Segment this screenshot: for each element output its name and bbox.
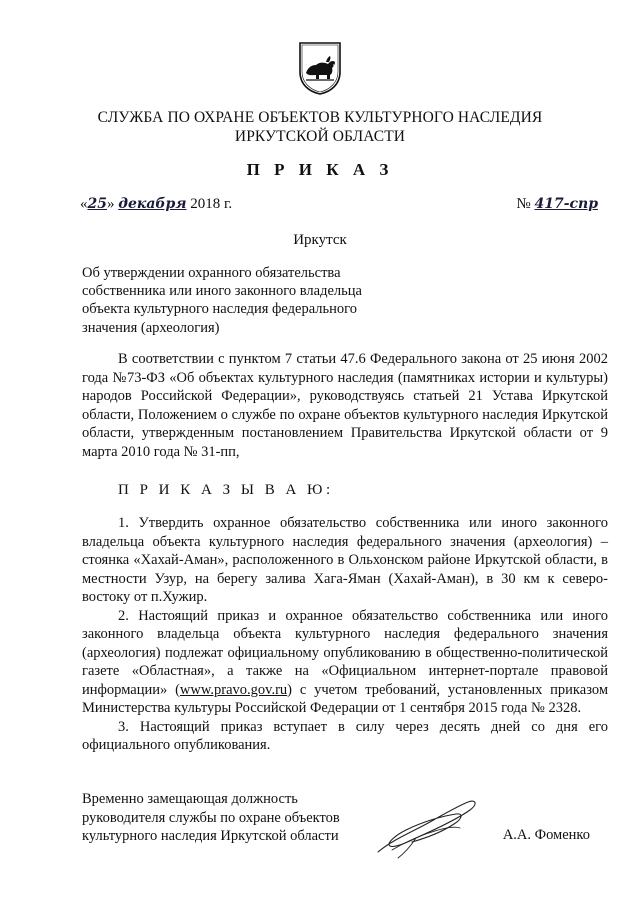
order-items	[82, 514, 608, 755]
position-line: культурного наследия Иркутской области	[82, 828, 339, 844]
document-date	[80, 196, 232, 213]
date-year: 2018 г.	[190, 196, 233, 212]
agency-name	[0, 108, 640, 146]
subject-line: Об утверждении охранного обязательства	[82, 265, 341, 281]
agency-name-line1: СЛУЖБА ПО ОХРАНЕ ОБЪЕКТОВ КУЛЬТУРНОГО НАСЛЕДИЯ	[97, 109, 543, 126]
signer-name: А.А. Фоменко	[502, 827, 590, 843]
date-month: декабря	[118, 196, 187, 212]
subject-line: значения (археология)	[82, 319, 220, 336]
position-line: Временно замещающая должность	[82, 791, 298, 807]
order-item-2-text-b: ) с учетом требований, установленных приказом Министерства культуры Российской Федерации от 1 сентября 2015 года № 2328.	[82, 681, 608, 716]
order-item-2	[82, 607, 608, 718]
city: Иркутск	[293, 232, 347, 248]
position-line: руководителя службы по охране объектов	[82, 809, 340, 826]
order-item-3: 3. Настоящий приказ вступает в силу через десять дней со дня его официального опубликования.	[82, 718, 608, 753]
pravo-link[interactable]: www.pravo.gov.ru	[179, 681, 288, 698]
order-item-2-text-a: 2. Настоящий приказ и охранное обязательство собственника или иного законного владельца объекта культурного наследия федерального значения (археология) подлежат официальному опубликованию в общественно-политической газете «Областная», а также на «Официальном интернет-портале правовой информации» (	[82, 607, 608, 698]
number-value: 417-спр	[534, 196, 598, 212]
date-day: 25	[87, 196, 107, 212]
order-item-1: 1. Утвердить охранное обязательство собственника или иного законного владельца объекта культурного наследия федерального значения (археология) – стоянка «Хахай-Аман», расположенного в Ольхонском районе Иркутской области, в местности Узур, на берегу залива Хага-Яман (Хахай-Аман), в 30 км к северо-востоку от п.Хужир.	[82, 515, 608, 605]
date-open-quote: «	[80, 196, 88, 212]
coat-of-arms-icon	[297, 40, 343, 96]
subject-block	[82, 264, 382, 337]
agency-name-line2: ИРКУТСКОЙ ОБЛАСТИ	[234, 128, 406, 145]
subject-line: собственника или иного законного владельца	[82, 283, 362, 300]
subject-line: объекта культурного наследия федерального	[82, 301, 357, 318]
document-number	[516, 196, 598, 213]
signatory-position	[82, 790, 372, 846]
number-prefix: №	[516, 196, 531, 212]
preamble-paragraph: В соответствии с пунктом 7 статьи 47.6 Федерального закона от 25 июня 2002 года №73-ФЗ «Об объектах культурного наследия (памятниках истории и культуры) народов Российской Федерации», руководствуясь статьей 21 Устава Иркутской области, Положением о службе по охране объектов культурного наследия Иркутской области, утвержденным постановлением Правительства Иркутской области от 9 марта 2010 года № 31-пп,	[82, 351, 608, 460]
date-close-quote: »	[106, 196, 115, 212]
document-title: П Р И К А З	[246, 160, 394, 179]
order-word: П Р И К А З Ы В А Ю:	[118, 482, 334, 498]
handwritten-signature	[372, 792, 482, 866]
